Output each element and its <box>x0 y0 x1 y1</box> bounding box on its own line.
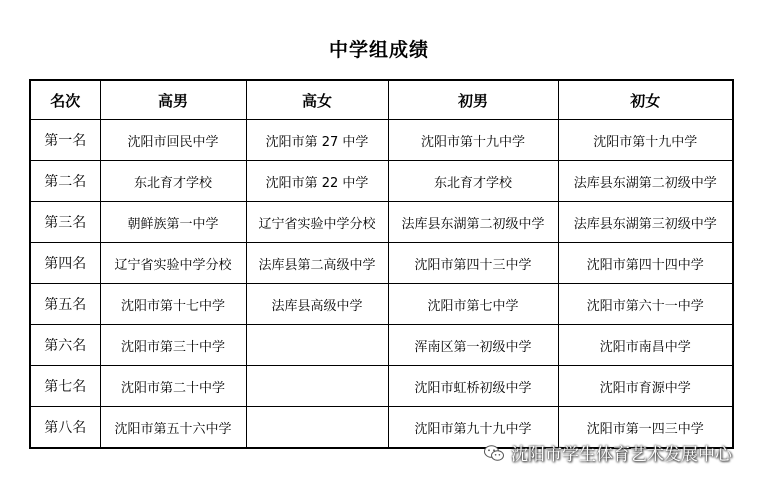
rank-cell: 第四名 <box>30 243 100 284</box>
junior-boys-cell: 沈阳市第七中学 <box>388 284 558 325</box>
junior-boys-cell: 沈阳市虹桥初级中学 <box>388 366 558 407</box>
header-junior-girls: 初女 <box>558 80 733 120</box>
table-row <box>30 325 733 366</box>
high-girls-cell <box>246 325 388 366</box>
rank-cell: 第三名 <box>30 202 100 243</box>
rank-cell: 第二名 <box>30 161 100 202</box>
table-row <box>30 366 733 407</box>
high-boys-cell: 朝鲜族第一中学 <box>100 202 246 243</box>
wechat-icon <box>483 444 505 462</box>
junior-boys-cell: 浑南区第一初级中学 <box>388 325 558 366</box>
high-girls-cell: 沈阳市第 27 中学 <box>246 120 388 161</box>
header-rank: 名次 <box>30 80 100 120</box>
table-row <box>30 202 733 243</box>
table-row <box>30 161 733 202</box>
high-boys-cell: 沈阳市回民中学 <box>100 120 246 161</box>
high-girls-cell <box>246 366 388 407</box>
high-girls-cell: 沈阳市第 22 中学 <box>246 161 388 202</box>
junior-boys-cell: 法库县东湖第二初级中学 <box>388 202 558 243</box>
high-girls-cell: 法库县高级中学 <box>246 284 388 325</box>
junior-boys-cell: 沈阳市第四十三中学 <box>388 243 558 284</box>
high-boys-cell: 沈阳市第二十中学 <box>100 366 246 407</box>
junior-girls-cell: 沈阳市第一四三中学 <box>558 407 733 449</box>
table-row <box>30 284 733 325</box>
table-row <box>30 120 733 161</box>
junior-girls-cell: 法库县东湖第二初级中学 <box>558 161 733 202</box>
rank-cell: 第七名 <box>30 366 100 407</box>
high-girls-cell: 辽宁省实验中学分校 <box>246 202 388 243</box>
high-boys-cell: 沈阳市第三十中学 <box>100 325 246 366</box>
rank-cell: 第八名 <box>30 407 100 449</box>
table-row <box>30 243 733 284</box>
watermark-text: 沈阳市学生体育艺术发展中心 <box>511 445 732 465</box>
junior-girls-cell: 沈阳市育源中学 <box>558 366 733 407</box>
table-header-row <box>30 80 733 120</box>
junior-boys-cell: 沈阳市第九十九中学 <box>388 407 558 449</box>
header-junior-boys: 初男 <box>388 80 558 120</box>
junior-girls-cell: 沈阳市第四十四中学 <box>558 243 733 284</box>
junior-boys-cell: 东北育才学校 <box>388 161 558 202</box>
rank-cell: 第五名 <box>30 284 100 325</box>
rank-cell: 第一名 <box>30 120 100 161</box>
high-boys-cell: 东北育才学校 <box>100 161 246 202</box>
results-table <box>29 79 734 449</box>
high-girls-cell: 法库县第二高级中学 <box>246 243 388 284</box>
junior-girls-cell: 沈阳市第十九中学 <box>558 120 733 161</box>
junior-girls-cell: 沈阳市第六十一中学 <box>558 284 733 325</box>
header-high-girls: 高女 <box>246 80 388 120</box>
high-boys-cell: 辽宁省实验中学分校 <box>100 243 246 284</box>
junior-girls-cell: 法库县东湖第三初级中学 <box>558 202 733 243</box>
high-boys-cell: 沈阳市第五十六中学 <box>100 407 246 449</box>
high-boys-cell: 沈阳市第十七中学 <box>100 284 246 325</box>
rank-cell: 第六名 <box>30 325 100 366</box>
header-high-boys: 高男 <box>100 80 246 120</box>
junior-girls-cell: 沈阳市南昌中学 <box>558 325 733 366</box>
junior-boys-cell: 沈阳市第十九中学 <box>388 120 558 161</box>
high-girls-cell <box>246 407 388 449</box>
page-title: 中学组成绩 <box>328 39 429 61</box>
watermark <box>483 440 732 465</box>
